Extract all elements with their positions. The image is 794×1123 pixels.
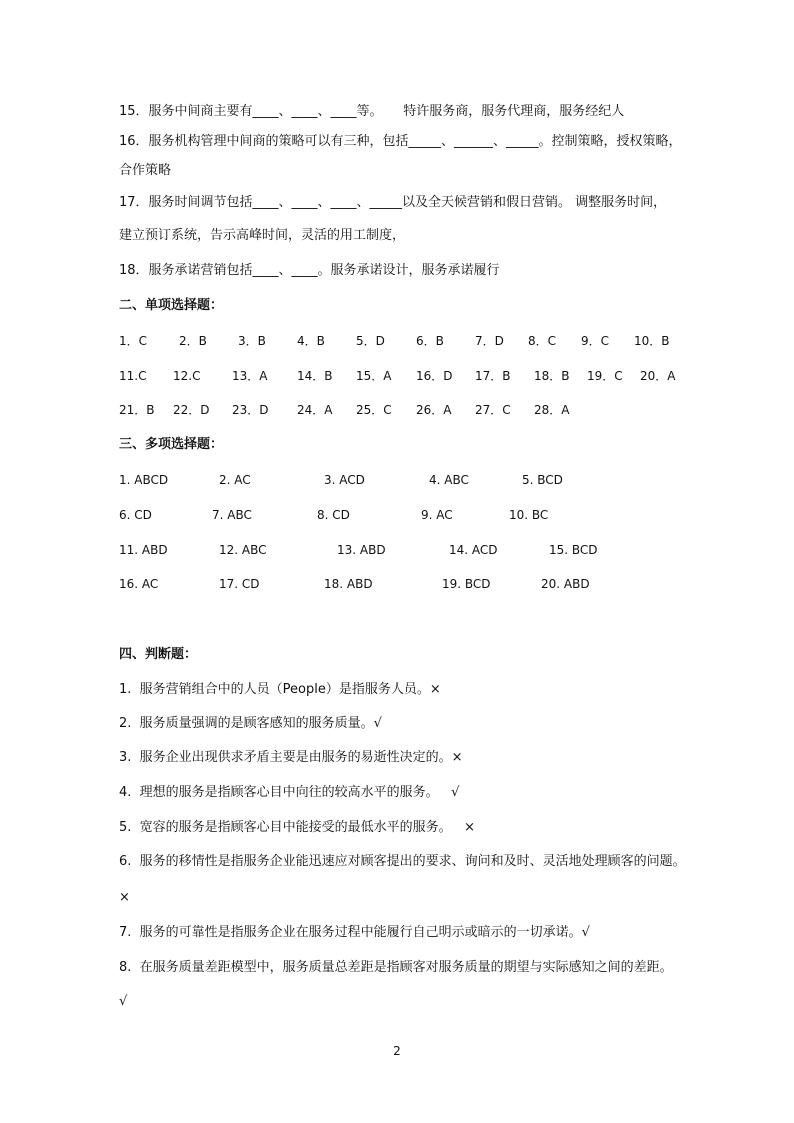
answer: 15．A xyxy=(356,369,392,383)
section-heading-multiple-choice: 三、多项选择题： xyxy=(119,437,224,452)
fill-item-17: 17．服务时间调节包括____、____、____、_____以及全天候营销和假日营销。 调整服务时间， xyxy=(119,195,667,210)
answer: 13. ABD xyxy=(337,543,386,557)
answer: 25．C xyxy=(356,403,392,417)
answer: 4．B xyxy=(297,334,325,348)
answer: 3. ACD xyxy=(324,473,365,487)
answer: 11.C xyxy=(119,369,147,383)
judgment-item-4: 4. 理想的服务是指顾客心目中向往的较高水平的服务。 √ xyxy=(119,785,460,800)
answer: 16．D xyxy=(416,369,453,383)
answer: 5．D xyxy=(356,334,385,348)
answer: 8. CD xyxy=(317,508,350,522)
answer: 4. ABC xyxy=(429,473,469,487)
answer: 14．B xyxy=(297,369,333,383)
answer: 17．B xyxy=(475,369,511,383)
section-heading-true-false: 四、判断题： xyxy=(119,647,198,662)
fill-item-16-cont: 合作策略 xyxy=(119,163,172,178)
answer: 12.C xyxy=(173,369,201,383)
answer: 22．D xyxy=(173,403,210,417)
page-number: 2 xyxy=(393,1044,401,1058)
answer: 20. ABD xyxy=(541,577,590,591)
answer: 2．B xyxy=(179,334,207,348)
answer: 9．C xyxy=(581,334,610,348)
answer: 19．C xyxy=(587,369,623,383)
answer: 27．C xyxy=(475,403,511,417)
answer: 3．B xyxy=(238,334,266,348)
answer: 6．B xyxy=(416,334,444,348)
answer: 2. AC xyxy=(219,473,251,487)
answer: 18. ABD xyxy=(324,577,373,591)
answer: 24．A xyxy=(297,403,333,417)
answer: 23．D xyxy=(232,403,269,417)
judgment-item-3: 3. 服务企业出现供求矛盾主要是由服务的易逝性决定的。× xyxy=(119,750,463,765)
answer: 8．C xyxy=(528,334,557,348)
answer: 26．A xyxy=(416,403,452,417)
judgment-item-6-answer: × xyxy=(119,890,130,905)
answer: 21．B xyxy=(119,403,155,417)
answer: 9. AC xyxy=(421,508,453,522)
answer: 13．A xyxy=(232,369,268,383)
answer: 12. ABC xyxy=(219,543,267,557)
judgment-item-1: 1. 服务营销组合中的人员（People）是指服务人员。× xyxy=(119,682,441,697)
answer: 1. ABCD xyxy=(119,473,169,487)
judgment-item-5: 5. 宽容的服务是指顾客心目中能接受的最低水平的服务。 × xyxy=(119,820,475,835)
answer: 28．A xyxy=(534,403,570,417)
answer: 18．B xyxy=(534,369,570,383)
answer: 5. BCD xyxy=(522,473,563,487)
section-heading-single-choice: 二、单项选择题： xyxy=(119,298,224,313)
answer: 14. ACD xyxy=(449,543,498,557)
answer: 11. ABD xyxy=(119,543,168,557)
judgment-item-6: 6. 服务的移情性是指服务企业能迅速应对顾客提出的要求、询问和及时、灵活地处理顾客的问题。 xyxy=(119,854,686,869)
answer: 16. AC xyxy=(119,577,159,591)
fill-item-16: 16．服务机构管理中间商的策略可以有三种，包括_____、______、_____。控制策略，授权策略， xyxy=(119,134,682,149)
judgment-item-8: 8. 在服务质量差距模型中，服务质量总差距是指顾客对服务质量的期望与实际感知之间的差距。 xyxy=(119,960,673,975)
answer: 19. BCD xyxy=(442,577,491,591)
answer: 10. BC xyxy=(509,508,549,522)
answer: 1．C xyxy=(119,334,148,348)
fill-item-17-cont: 建立预订系统，告示高峰时间，灵活的用工制度， xyxy=(119,228,406,243)
judgment-item-8-answer: √ xyxy=(119,994,128,1009)
fill-item-15: 15．服务中间商主要有____、____、____等。 特许服务商，服务代理商，服务经纪人 xyxy=(119,104,625,119)
answer: 17. CD xyxy=(219,577,260,591)
fill-item-18: 18．服务承诺营销包括____、____。服务承诺设计，服务承诺履行 xyxy=(119,263,500,278)
judgment-item-2: 2. 服务质量强调的是顾客感知的服务质量。√ xyxy=(119,716,382,731)
answer: 7. ABC xyxy=(212,508,252,522)
judgment-item-7: 7. 服务的可靠性是指服务企业在服务过程中能履行自己明示或暗示的一切承诺。√ xyxy=(119,925,590,940)
answer: 20．A xyxy=(640,369,676,383)
answer: 7．D xyxy=(475,334,504,348)
answer: 6. CD xyxy=(119,508,152,522)
answer: 10．B xyxy=(634,334,670,348)
answer: 15. BCD xyxy=(549,543,598,557)
